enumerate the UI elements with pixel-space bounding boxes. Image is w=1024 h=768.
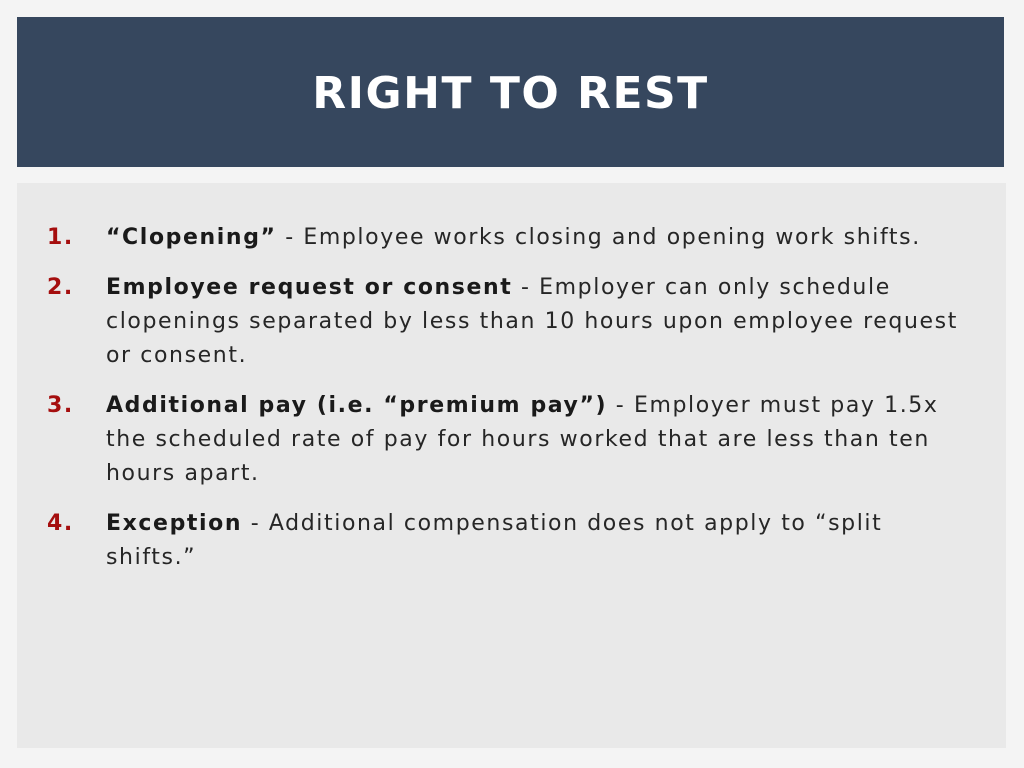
- list-item-clopening: [17, 221, 1006, 255]
- list-item-employee-request: [17, 271, 1006, 373]
- item-description: - Employer must pay 1.5x the scheduled rate of pay for hours worked that are less than ten hours apart.: [106, 393, 939, 486]
- item-term: “Clopening”: [106, 225, 277, 250]
- item-term: Exception: [106, 511, 243, 536]
- item-description: - Additional compensation does not apply to “split shifts.”: [106, 511, 883, 570]
- item-description: - Employee works closing and opening work shifts.: [276, 225, 921, 250]
- item-number: 1.: [47, 225, 74, 250]
- slide-title: RIGHT TO REST: [312, 67, 709, 119]
- slide-header: [17, 17, 1004, 167]
- item-term: Additional pay (i.e. “premium pay”): [106, 393, 608, 418]
- item-number: 2.: [47, 275, 74, 300]
- item-description: - Employer can only schedule clopenings separated by less than 10 hours upon employee request or consent.: [106, 275, 958, 368]
- item-number: 3.: [47, 393, 74, 418]
- list-item-additional-pay: [17, 389, 1006, 491]
- slide-body: [17, 183, 1006, 748]
- numbered-list: [17, 221, 1006, 591]
- list-item-exception: [17, 507, 1006, 575]
- item-number: 4.: [47, 511, 74, 536]
- item-term: Employee request or consent: [106, 275, 513, 300]
